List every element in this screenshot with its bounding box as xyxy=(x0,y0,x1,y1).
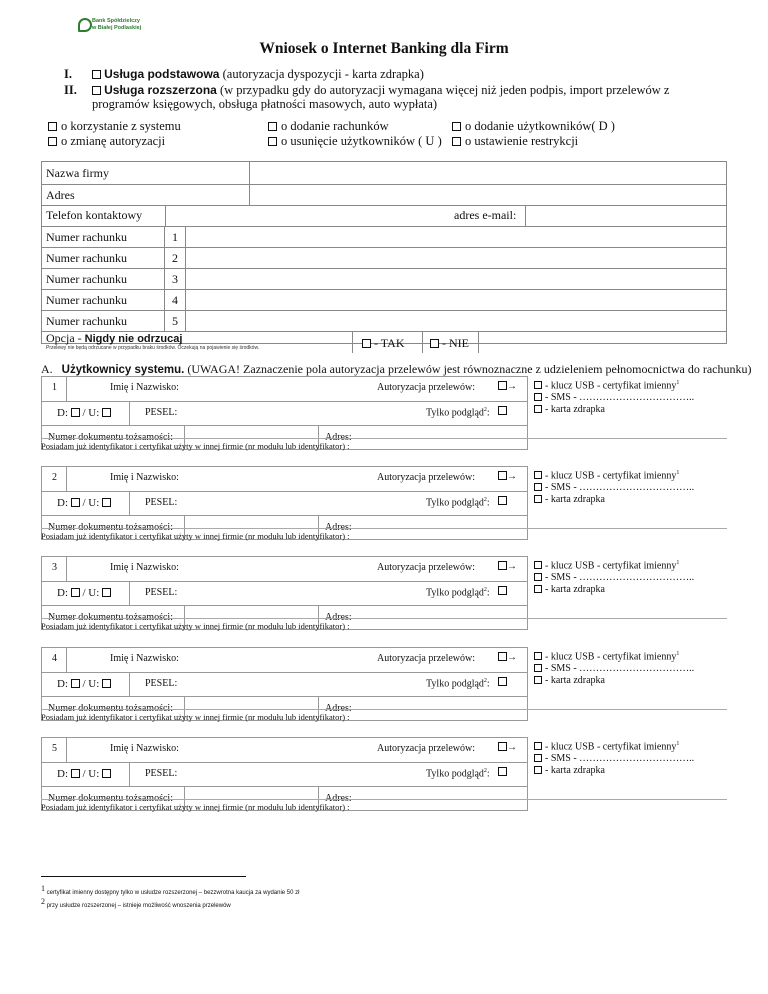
address-field[interactable] xyxy=(249,184,728,205)
method-usb-checkbox[interactable] xyxy=(534,471,542,479)
form-title: Wniosek o Internet Banking dla Firm xyxy=(259,40,509,57)
method-usb-checkbox[interactable] xyxy=(534,652,542,660)
account-label-2: Numer rachunku xyxy=(46,251,127,265)
users-section-title: Użytkownicy systemu. xyxy=(61,364,185,376)
role-d-checkbox[interactable] xyxy=(71,769,80,778)
role-d-checkbox[interactable] xyxy=(71,408,80,417)
service-extended-desc-cont: programów księgowych, obsługa płatności masowych, auto wypłata) xyxy=(92,97,438,111)
method-sms: - SMS - …………………………….. xyxy=(534,753,694,765)
account-num-1: 1 xyxy=(172,230,178,244)
footnote-separator xyxy=(41,876,246,877)
users-section-note: (UWAGA! Zaznaczenie pola autoryzacja przelewów jest równoznaczne z udzieleniem pełnomocnictwa do rachunku) xyxy=(184,362,752,376)
id-document-label: Numer dokumentu tożsamości: xyxy=(48,522,173,533)
existing-identifier-note: Posiadam już identyfikator i certyfikat użyty w innej firmie (nr modułu lub identyfikator) : xyxy=(41,438,727,451)
option-nie-checkbox[interactable] xyxy=(430,339,439,348)
pesel-label: PESEL: xyxy=(145,497,178,508)
method-usb: - klucz USB - certyfikat imienny$^1$ xyxy=(534,377,694,392)
role-d-checkbox[interactable] xyxy=(71,679,80,688)
option-change-auth-checkbox[interactable] xyxy=(48,137,57,146)
method-usb: - klucz USB - certyfikat imienny$^1$ xyxy=(534,648,694,663)
method-scratch-card: - karta zdrapka xyxy=(534,584,694,596)
method-sms-checkbox[interactable] xyxy=(534,483,542,491)
account-num-2: 2 xyxy=(172,251,178,265)
arrow-right-icon: → xyxy=(507,561,517,572)
role-u-checkbox[interactable] xyxy=(102,679,111,688)
authorization-checkbox[interactable] xyxy=(498,652,507,661)
existing-identifier-note: Posiadam już identyfikator i certyfikat użyty w innej firmie (nr modułu lub identyfikator) : xyxy=(41,709,727,722)
method-usb: - klucz USB - certyfikat imienny$^1$ xyxy=(534,738,694,753)
method-sms: - SMS - …………………………….. xyxy=(534,572,694,584)
authorization-label: Autoryzacja przelewów: xyxy=(377,382,476,393)
account-num-3: 3 xyxy=(172,272,178,286)
option-tak-checkbox[interactable] xyxy=(362,339,371,348)
method-scratch-card-checkbox[interactable] xyxy=(534,585,542,593)
user-address-label: Adres: xyxy=(325,703,352,714)
footnote-2: $^2$ przy usłudze rozszerzonej – istnieje możliwość wnoszenia przelewów xyxy=(41,897,231,909)
logo-line2: w Białej Podlaskiej xyxy=(92,24,142,31)
option-remove-users-label: o usunięcie użytkowników ( U ) xyxy=(281,134,442,148)
service-basic-desc: (autoryzacja dyspozycji - karta zdrapka) xyxy=(219,67,424,81)
pesel-label: PESEL: xyxy=(145,678,178,689)
authorization-checkbox[interactable] xyxy=(498,471,507,480)
id-document-label: Numer dokumentu tożsamości: xyxy=(48,793,173,804)
method-sms-checkbox[interactable] xyxy=(534,754,542,762)
authorization-checkbox-group xyxy=(498,742,517,753)
user-address-label: Adres: xyxy=(325,612,352,623)
company-name-label: Nazwa firmy xyxy=(46,166,109,180)
address-label: Adres xyxy=(46,188,75,202)
phone-label: Telefon kontaktowy xyxy=(46,208,143,222)
option-use-system-checkbox[interactable] xyxy=(48,122,57,131)
method-sms: - SMS - …………………………….. xyxy=(534,392,694,404)
method-scratch-card: - karta zdrapka xyxy=(534,765,694,777)
phone-field[interactable] xyxy=(165,205,466,226)
user-number: 2 xyxy=(52,472,57,483)
id-document-label: Numer dokumentu tożsamości: xyxy=(48,612,173,623)
option-change-auth-label: o zmianę autoryzacji xyxy=(61,134,166,148)
authorization-label: Autoryzacja przelewów: xyxy=(377,562,476,573)
option-restrictions-checkbox[interactable] xyxy=(452,137,461,146)
option-remove-users-checkbox[interactable] xyxy=(268,137,277,146)
user-name-label: Imię i Nazwisko: xyxy=(110,562,179,573)
method-scratch-card: - karta zdrapka xyxy=(534,675,694,687)
role-d-checkbox[interactable] xyxy=(71,588,80,597)
option-add-users-label: o dodanie użytkowników( D ) xyxy=(465,119,615,133)
view-only-label: Tylko podgląd$^2$: xyxy=(426,407,490,419)
method-usb: - klucz USB - certyfikat imienny$^1$ xyxy=(534,557,694,572)
auth-methods xyxy=(534,738,694,777)
method-scratch-card-checkbox[interactable] xyxy=(534,495,542,503)
method-usb-checkbox[interactable] xyxy=(534,561,542,569)
method-scratch-card-checkbox[interactable] xyxy=(534,766,542,774)
arrow-right-icon: → xyxy=(507,471,517,482)
pesel-label: PESEL: xyxy=(145,407,178,418)
method-sms: - SMS - …………………………….. xyxy=(534,663,694,675)
view-only-label: Tylko podgląd$^2$: xyxy=(426,768,490,780)
view-only-label: Tylko podgląd$^2$: xyxy=(426,587,490,599)
service-extended-checkbox[interactable] xyxy=(92,86,101,95)
service-basic-checkbox[interactable] xyxy=(92,70,101,79)
existing-identifier-note: Posiadam już identyfikator i certyfikat użyty w innej firmie (nr modułu lub identyfikator) : xyxy=(41,618,727,631)
method-sms-checkbox[interactable] xyxy=(534,393,542,401)
bank-logo xyxy=(78,16,158,42)
user-name-label: Imię i Nazwisko: xyxy=(110,472,179,483)
role-selector: D: / U: xyxy=(57,587,111,599)
account-num-4: 4 xyxy=(172,293,178,307)
id-document-label: Numer dokumentu tożsamości: xyxy=(48,432,173,443)
view-only-checkbox[interactable] xyxy=(498,677,507,686)
user-address-label: Adres: xyxy=(325,522,352,533)
role-u-checkbox[interactable] xyxy=(102,498,111,507)
auth-methods xyxy=(534,648,694,687)
role-u-checkbox[interactable] xyxy=(102,769,111,778)
option-add-accounts-label: o dodanie rachunków xyxy=(281,119,389,133)
account-num-5: 5 xyxy=(172,314,178,328)
service-2-num: II. xyxy=(64,83,77,97)
method-sms-checkbox[interactable] xyxy=(534,664,542,672)
method-sms-checkbox[interactable] xyxy=(534,573,542,581)
authorization-checkbox-group xyxy=(498,471,517,482)
auth-methods xyxy=(534,467,694,506)
existing-identifier-note: Posiadam już identyfikator i certyfikat użyty w innej firmie (nr modułu lub identyfikator) : xyxy=(41,799,727,812)
never-reject-note: Przelewy nie będą odrzucane w przypadku braku środków. Oczekują na pojawienie się środków. xyxy=(46,345,260,351)
service-extended-label: Usługa rozszerzona xyxy=(104,83,217,97)
email-label: adres e-mail: xyxy=(454,208,517,222)
view-only-label: Tylko podgląd$^2$: xyxy=(426,678,490,690)
user-number: 1 xyxy=(52,382,57,393)
option-change-auth xyxy=(48,134,165,149)
account-label-1: Numer rachunku xyxy=(46,230,127,244)
never-reject-option: Opcja - Nigdy nie odrzucaj xyxy=(46,331,183,345)
service-extended-desc: (w przypadku gdy do autoryzacji wymagana więcej niż jeden podpis, import przelewów z xyxy=(216,83,670,97)
option-remove-users xyxy=(268,134,442,149)
method-scratch-card: - karta zdrapka xyxy=(534,404,694,416)
option-tak: - TAK xyxy=(362,336,404,351)
email-field[interactable] xyxy=(525,205,728,226)
existing-identifier-note: Posiadam już identyfikator i certyfikat użyty w innej firmie (nr modułu lub identyfikator) : xyxy=(41,528,727,541)
company-table xyxy=(41,161,727,351)
role-selector: D: / U: xyxy=(57,407,111,419)
authorization-checkbox[interactable] xyxy=(498,561,507,570)
authorization-checkbox[interactable] xyxy=(498,381,507,390)
id-document-label: Numer dokumentu tożsamości: xyxy=(48,703,173,714)
view-only-label: Tylko podgląd$^2$: xyxy=(426,497,490,509)
role-u-checkbox[interactable] xyxy=(102,588,111,597)
authorization-checkbox-group xyxy=(498,652,517,663)
user-name-label: Imię i Nazwisko: xyxy=(110,382,179,393)
option-restrictions-label: o ustawienie restrykcji xyxy=(465,134,579,148)
option-restrictions xyxy=(452,134,578,149)
role-u-checkbox[interactable] xyxy=(102,408,111,417)
auth-methods xyxy=(534,557,694,596)
account-label-4: Numer rachunku xyxy=(46,293,127,307)
account-label-3: Numer rachunku xyxy=(46,272,127,286)
method-scratch-card-checkbox[interactable] xyxy=(534,676,542,684)
pesel-label: PESEL: xyxy=(145,768,178,779)
role-d-checkbox[interactable] xyxy=(71,498,80,507)
never-reject-label: Nigdy nie odrzucaj xyxy=(84,333,183,345)
method-scratch-card-checkbox[interactable] xyxy=(534,405,542,413)
option-nie: - NIE xyxy=(430,336,469,351)
user-address-label: Adres: xyxy=(325,793,352,804)
option-add-users xyxy=(452,119,615,134)
arrow-right-icon: → xyxy=(507,381,517,392)
footnote-1: $^1$ certyfikat imienny dostępny tylko w usłudze rozszerzonej – bezzwrotna kaucja za wydanie 50 zł xyxy=(41,884,300,896)
user-number: 4 xyxy=(52,653,57,664)
user-number: 5 xyxy=(52,743,57,754)
user-address-label: Adres: xyxy=(325,432,352,443)
company-name-field[interactable] xyxy=(249,162,728,184)
view-only-checkbox[interactable] xyxy=(498,767,507,776)
role-selector: D: / U: xyxy=(57,678,111,690)
view-only-checkbox[interactable] xyxy=(498,586,507,595)
option-add-accounts-checkbox[interactable] xyxy=(268,122,277,131)
auth-methods xyxy=(534,377,694,416)
bank-logo-icon xyxy=(78,18,92,32)
authorization-checkbox[interactable] xyxy=(498,742,507,751)
option-use-system-label: o korzystanie z systemu xyxy=(61,119,181,133)
service-1-num: I. xyxy=(64,67,72,81)
option-add-accounts xyxy=(268,119,389,134)
user-name-label: Imię i Nazwisko: xyxy=(110,743,179,754)
method-usb: - klucz USB - certyfikat imienny$^1$ xyxy=(534,467,694,482)
view-only-checkbox[interactable] xyxy=(498,406,507,415)
option-add-users-checkbox[interactable] xyxy=(452,122,461,131)
account-label-5: Numer rachunku xyxy=(46,314,127,328)
method-usb-checkbox[interactable] xyxy=(534,742,542,750)
authorization-label: Autoryzacja przelewów: xyxy=(377,472,476,483)
method-usb-checkbox[interactable] xyxy=(534,381,542,389)
arrow-right-icon: → xyxy=(507,652,517,663)
role-selector: D: / U: xyxy=(57,768,111,780)
option-use-system xyxy=(48,119,181,134)
authorization-label: Autoryzacja przelewów: xyxy=(377,653,476,664)
authorization-checkbox-group xyxy=(498,381,517,392)
service-extended xyxy=(92,83,669,98)
authorization-checkbox-group xyxy=(498,561,517,572)
logo-line1: Bank Spółdzielczy xyxy=(92,18,140,24)
authorization-label: Autoryzacja przelewów: xyxy=(377,743,476,754)
method-scratch-card: - karta zdrapka xyxy=(534,494,694,506)
arrow-right-icon: → xyxy=(507,742,517,753)
service-basic-label: Usługa podstawowa xyxy=(104,67,220,81)
role-selector: D: / U: xyxy=(57,497,111,509)
user-name-label: Imię i Nazwisko: xyxy=(110,653,179,664)
service-basic xyxy=(92,67,424,82)
view-only-checkbox[interactable] xyxy=(498,496,507,505)
method-sms: - SMS - …………………………….. xyxy=(534,482,694,494)
users-section-heading: A. Użytkownicy systemu. (UWAGA! Zaznaczenie pola autoryzacja przelewów jest równoznaczne z udzieleniem pełnomocnictwa do rachunku) xyxy=(41,362,752,376)
pesel-label: PESEL: xyxy=(145,587,178,598)
user-number: 3 xyxy=(52,562,57,573)
